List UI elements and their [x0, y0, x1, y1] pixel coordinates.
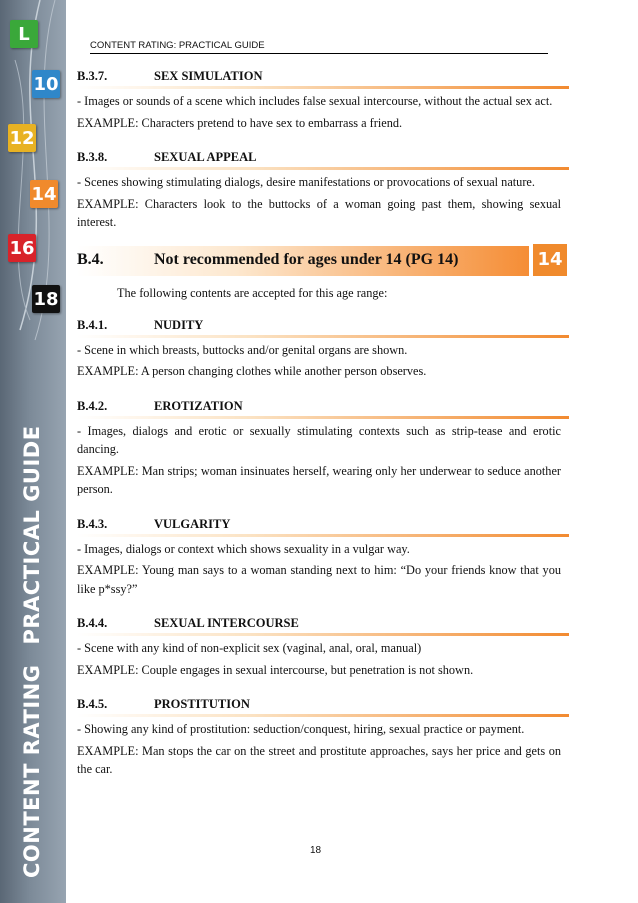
- subsection-title: VULGARITY: [154, 516, 231, 531]
- subsection-example: EXAMPLE: Man stops the car on the street and prostitute approaches, says her price and gets on the car.: [77, 743, 561, 776]
- subsection-heading: [77, 316, 561, 338]
- subsection-example: EXAMPLE: A person changing clothes while another person observes.: [77, 364, 427, 378]
- heading-underline: [77, 633, 569, 636]
- subsection-example: EXAMPLE: Couple engages in sexual intercourse, but penetration is not shown.: [77, 662, 474, 677]
- subsection-number: B.4.3.: [77, 516, 108, 531]
- section-intro: The following contents are accepted for this age range:: [117, 285, 388, 300]
- heading-underline: [77, 416, 569, 419]
- subsection-description: - Images, dialogs and erotic or sexually stimulating contexts such as strip-tease and erotic dancing.: [77, 423, 561, 456]
- vertical-title: CONTENT RATINGPRACTICAL GUIDE: [20, 425, 44, 878]
- heading-underline: [77, 534, 569, 537]
- subsection: [77, 397, 561, 499]
- subsection-heading: [77, 614, 561, 636]
- subsection-number: B.3.7.: [77, 69, 108, 83]
- subsection-number: B.4.4.: [77, 616, 108, 630]
- subsection-example: EXAMPLE: Characters look to the buttocks of a woman going past them, showing sexual interest.: [77, 196, 561, 229]
- subsection-title: SEXUAL APPEAL: [154, 150, 257, 164]
- section-number: B.4.: [77, 250, 104, 268]
- page-number: 18: [310, 845, 322, 856]
- subsection: [77, 614, 561, 679]
- subsection-description: - Showing any kind of prostitution: seduction/conquest, hiring, sexual practice or payment.: [77, 722, 525, 736]
- subsection-description: - Images or sounds of a scene which includes false sexual intercourse, without the actual sex act.: [77, 94, 553, 108]
- rating-badge-14: 14: [30, 180, 58, 208]
- subsection: [77, 316, 561, 381]
- subsection-description: - Scene with any kind of non-explicit sex (vaginal, anal, oral, manual): [77, 641, 422, 655]
- subsection-number: B.4.2.: [77, 398, 108, 413]
- subsection-heading: [77, 148, 561, 170]
- subsection-description: - Scene in which breasts, buttocks and/or genital organs are shown.: [77, 342, 408, 357]
- page-content: [77, 67, 561, 779]
- subsection-title: EROTIZATION: [154, 398, 243, 413]
- subsection-number: B.3.8.: [77, 150, 108, 164]
- subsection-heading: [77, 67, 561, 89]
- rating-14-badge: 14: [533, 244, 567, 276]
- heading-underline: [77, 335, 569, 338]
- subsection: [77, 148, 561, 232]
- heading-underline: [77, 714, 569, 717]
- section-title: Not recommended for ages under 14 (PG 14): [154, 250, 459, 268]
- subsection-example: EXAMPLE: Man strips; woman insinuates herself, wearing only her underwear to seduce another person.: [77, 463, 561, 496]
- subsection-example: EXAMPLE: Young man says to a woman standing next to him: “Do your friends know that you like p*ssy?”: [77, 563, 561, 596]
- subsection-number: B.4.1.: [77, 317, 108, 332]
- subsection-number: B.4.5.: [77, 697, 108, 711]
- subsection: [77, 695, 561, 779]
- subsection-description: - Scenes showing stimulating dialogs, desire manifestations or provocations of sexual nature.: [77, 175, 535, 189]
- subsection-title: SEX SIMULATION: [154, 69, 263, 83]
- heading-underline: [77, 86, 569, 89]
- page-header: CONTENT RATING: PRACTICAL GUIDE: [90, 39, 548, 54]
- rating-badge-18: 18: [32, 285, 60, 313]
- rating-badge-12: 12: [8, 124, 36, 152]
- section-b4-heading: [77, 246, 561, 276]
- heading-underline: [77, 167, 569, 170]
- rating-badge-l: L: [10, 20, 38, 48]
- subsection: [77, 67, 561, 132]
- rating-badge-10: 10: [32, 70, 60, 98]
- subsection-heading: [77, 695, 561, 717]
- subsection-description: - Images, dialogs or context which shows sexuality in a vulgar way.: [77, 541, 410, 556]
- subsection-title: NUDITY: [154, 317, 204, 332]
- subsection-heading: [77, 515, 561, 537]
- subsection: [77, 515, 561, 599]
- sidebar: [0, 0, 66, 903]
- subsection-heading: [77, 397, 561, 419]
- rating-badge-16: 16: [8, 234, 36, 262]
- subsection-title: SEXUAL INTERCOURSE: [154, 616, 299, 630]
- subsection-example: EXAMPLE: Characters pretend to have sex to embarrass a friend.: [77, 115, 403, 130]
- subsection-title: PROSTITUTION: [154, 697, 250, 711]
